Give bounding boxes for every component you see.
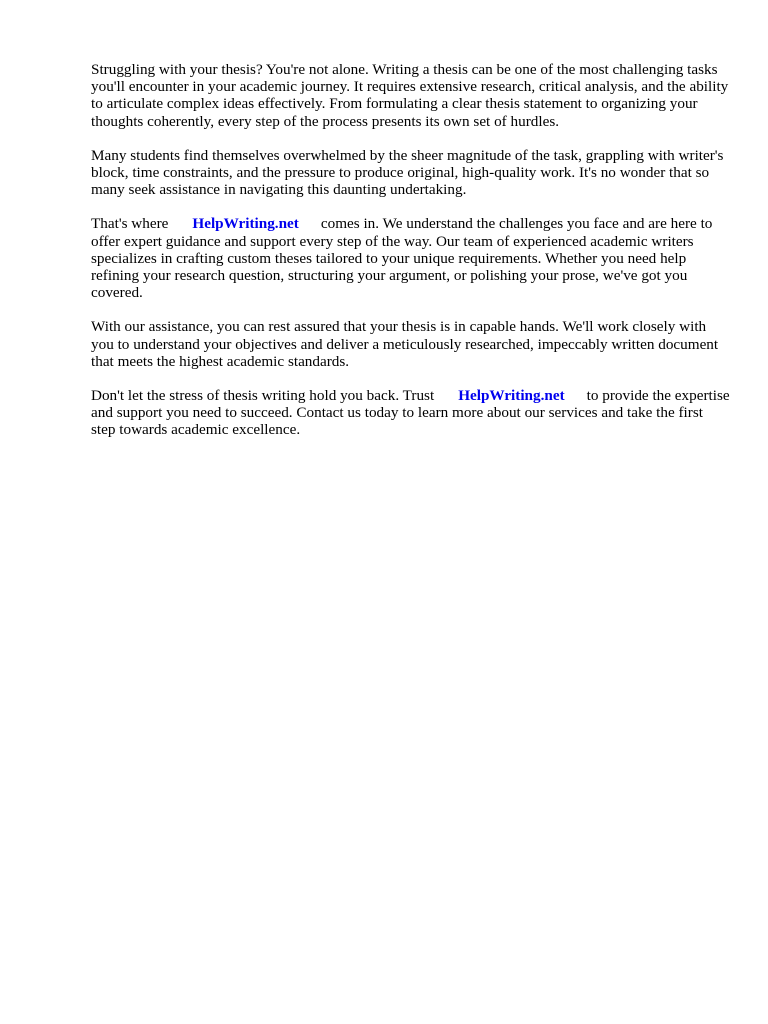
paragraph-text-before-link: That's where — [91, 215, 169, 233]
paragraph-intro: Struggling with your thesis? You're not alone. Writing a thesis can be one of the most challenging tasks you'll encounter in your academic journey. It requires extensive research, critical analysis, and the ability to articulate complex ideas effectively. From formulating a clear thesis statement to organizing your thoughts coherently, every step of the process presents its own set of hurdles. — [91, 61, 729, 130]
paragraph-assurance: With our assistance, you can rest assured that your thesis is in capable hands. We'll work closely with you to understand your objectives and deliver a meticulously researched, impeccably written document that meets the highest academic standards. — [91, 318, 719, 370]
paragraph-thats-where — [91, 215, 731, 301]
paragraph-text-after-link: to provide the expertise and support you need to succeed. Contact us today to learn more about our services and take the first step towards academic excellence. — [91, 387, 730, 439]
paragraph-call-to-action — [91, 387, 731, 439]
helpwriting-link[interactable]: HelpWriting.net — [192, 215, 299, 233]
paragraph-text-before-link: Don't let the stress of thesis writing hold you back. Trust — [91, 387, 435, 405]
helpwriting-link[interactable]: HelpWriting.net — [458, 387, 565, 405]
paragraph-overwhelmed: Many students find themselves overwhelmed by the sheer magnitude of the task, grappling with writer's block, time constraints, and the pressure to produce original, high-quality work. It's no wonder that so many seek assistance in navigating this daunting undertaking. — [91, 146, 724, 199]
paragraph-text-after-link: comes in. We understand the challenges you face and are here to offer expert guidance and support every step of the way. Our team of experienced academic writers specializes in crafting custom theses tailored to your unique requirements. Whether you need help refining your research question, structuring your argument, or polishing your prose, we've got you covered. — [91, 215, 713, 302]
document-page — [91, 61, 731, 456]
